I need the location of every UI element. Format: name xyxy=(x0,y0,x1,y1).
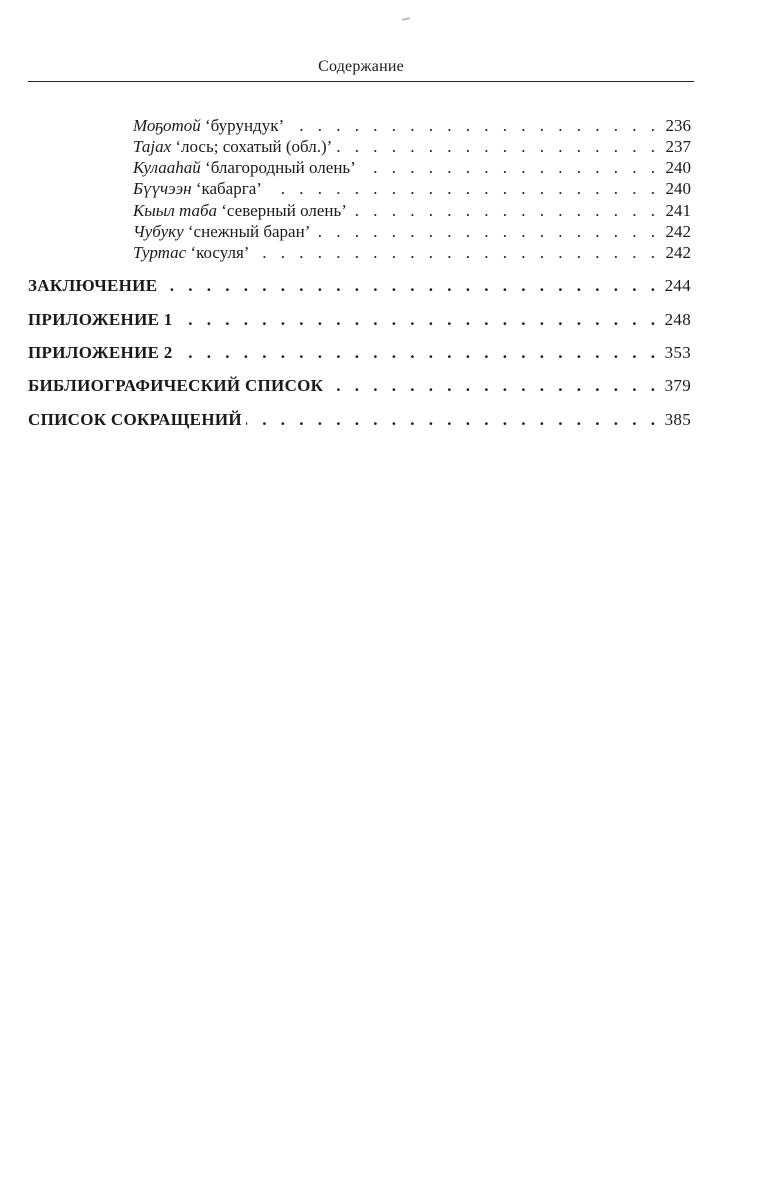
scan-speck xyxy=(402,17,410,21)
toc-main-entry[interactable] xyxy=(28,275,691,296)
entry-term: Тајах xyxy=(133,137,172,156)
toc-sub-entry[interactable] xyxy=(133,178,691,199)
dot-leader xyxy=(161,275,655,296)
entry-title: ПРИЛОЖЕНИЕ 2 xyxy=(28,343,173,362)
entry-gloss: ‘бурундук’ xyxy=(205,116,285,135)
page-number: 244 xyxy=(664,276,691,295)
toc-sub-entry[interactable] xyxy=(133,115,691,136)
entry-term: Туртас xyxy=(133,243,187,262)
page-number: 385 xyxy=(664,410,691,429)
toc-sub-entry[interactable] xyxy=(133,157,691,178)
entry-gloss: ‘кабарга’ xyxy=(195,179,262,198)
dot-leader xyxy=(314,221,655,242)
toc-main-entry[interactable] xyxy=(28,309,691,330)
entry-gloss: ‘благородный олень’ xyxy=(205,158,356,177)
entry-gloss: ‘северный олень’ xyxy=(221,201,347,220)
dot-leader xyxy=(336,136,655,157)
page-number: 242 xyxy=(665,222,691,241)
entry-gloss: ‘снежный баран’ xyxy=(187,222,311,241)
header-rule xyxy=(28,81,694,82)
entry-gloss: ‘косуля’ xyxy=(190,243,250,262)
page-number: 379 xyxy=(664,376,691,395)
dot-leader xyxy=(246,409,655,430)
page-number: 237 xyxy=(665,137,691,156)
dot-leader xyxy=(360,157,655,178)
page-number: 248 xyxy=(664,310,691,329)
page-number: 353 xyxy=(664,343,691,362)
entry-term: Моҕотой xyxy=(133,116,201,135)
toc-sub-entry[interactable] xyxy=(133,200,691,221)
page-number: 240 xyxy=(665,158,691,177)
entry-term: Кыыл таба xyxy=(133,201,218,220)
page-number: 236 xyxy=(665,116,691,135)
toc-main-entry[interactable] xyxy=(28,342,691,363)
entry-term: Бүүчээн xyxy=(133,179,192,198)
entry-term: Кулааһай xyxy=(133,158,201,177)
entry-gloss: ‘лось; сохатый (обл.)’ xyxy=(175,137,333,156)
entry-term: Чубуку xyxy=(133,222,184,241)
dot-leader xyxy=(351,200,655,221)
running-head: Содержание xyxy=(318,58,404,75)
dot-leader xyxy=(327,375,655,396)
dot-leader xyxy=(177,342,655,363)
page-number: 242 xyxy=(665,243,691,262)
page-number: 240 xyxy=(665,179,691,198)
dot-leader xyxy=(288,115,655,136)
entry-title: СПИСОК СОКРАЩЕНИЙ xyxy=(28,410,242,429)
toc-main-entry[interactable] xyxy=(28,409,691,430)
entry-title: ЗАКЛЮЧЕНИЕ xyxy=(28,276,158,295)
page-number: 241 xyxy=(665,201,691,220)
toc-sub-entry[interactable] xyxy=(133,136,691,157)
entry-title: БИБЛИОГРАФИЧЕСКИЙ СПИСОК xyxy=(28,376,324,395)
toc-sub-entry[interactable] xyxy=(133,242,691,263)
dot-leader xyxy=(266,178,655,199)
entry-title: ПРИЛОЖЕНИЕ 1 xyxy=(28,310,173,329)
toc-main-entry[interactable] xyxy=(28,375,691,396)
dot-leader xyxy=(177,309,655,330)
toc-sub-entry[interactable] xyxy=(133,221,691,242)
dot-leader xyxy=(253,242,655,263)
